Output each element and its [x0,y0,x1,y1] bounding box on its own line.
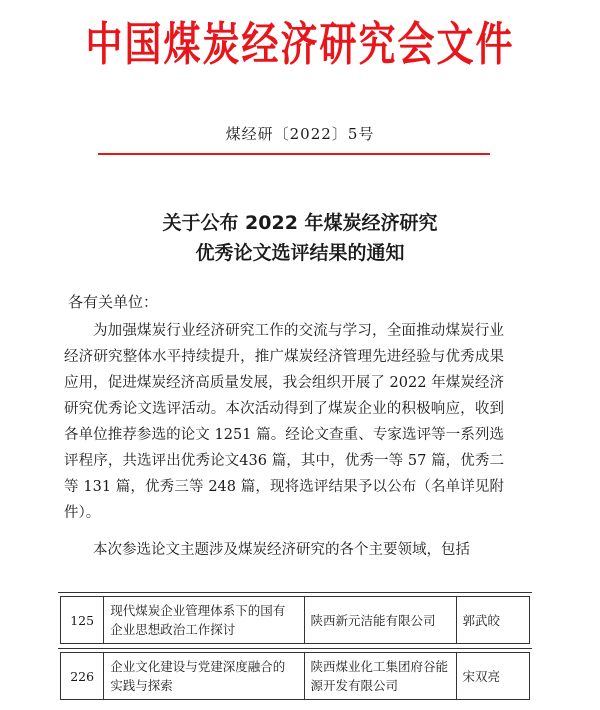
organization: 陕西煤业化工集团府谷能源开发有限公司 [304,653,456,700]
table-top-edge [58,592,532,593]
row-number: 125 [61,597,104,644]
paper-title: 现代煤炭企业管理体系下的国有企业思想政治工作探讨 [104,597,304,644]
author: 郭武皎 [456,597,530,644]
body-paragraph-1: 为加强煤炭行业经济研究工作的交流与学习，全面推动煤炭行业经济研究整体水平持续提升，推广煤炭经济管理先进经验与优秀成果应用，促进煤炭经济高质量发展，我会组织开展了 2022 年煤炭经济研究优秀论文选评活动。本次活动得到了煤炭企业的积极响应，收到各单位推荐参选的论文 1251 篇。经论文查重、专家选评等一系列选评程序，共选评出优秀论文436 篇，其中，优秀一等 57 篇，优秀二等 131 篇，优秀三等 248 篇，现将选评结果予以公布（名单详见附件）。 [64,323,504,521]
table-cut-edge [58,648,532,649]
award-table-fragment-2 [60,652,530,700]
red-divider-line [98,153,490,155]
paper-title: 企业文化建设与党建深度融合的实践与探索 [104,653,304,700]
document-number: 煤经研〔2022〕5号 [225,125,375,143]
notice-title-line-1: 关于公布 2022 年煤炭经济研究 [162,212,438,234]
organization: 陕西新元洁能有限公司 [304,597,456,644]
body-paragraph-2: 本次参选论文主题涉及煤炭经济研究的各个主要领域，包括 [93,542,470,558]
notice-title-line-2: 优秀论文选评结果的通知 [195,242,405,264]
table-row [61,597,530,644]
author: 宋双亮 [456,653,530,700]
document-masthead: 中国煤炭经济研究会文件 [85,17,515,71]
notice-title [0,208,600,268]
row-number: 226 [61,653,104,700]
table-row [61,653,530,700]
award-table-fragment-1 [60,596,530,644]
salutation: 各有关单位： [68,293,159,311]
